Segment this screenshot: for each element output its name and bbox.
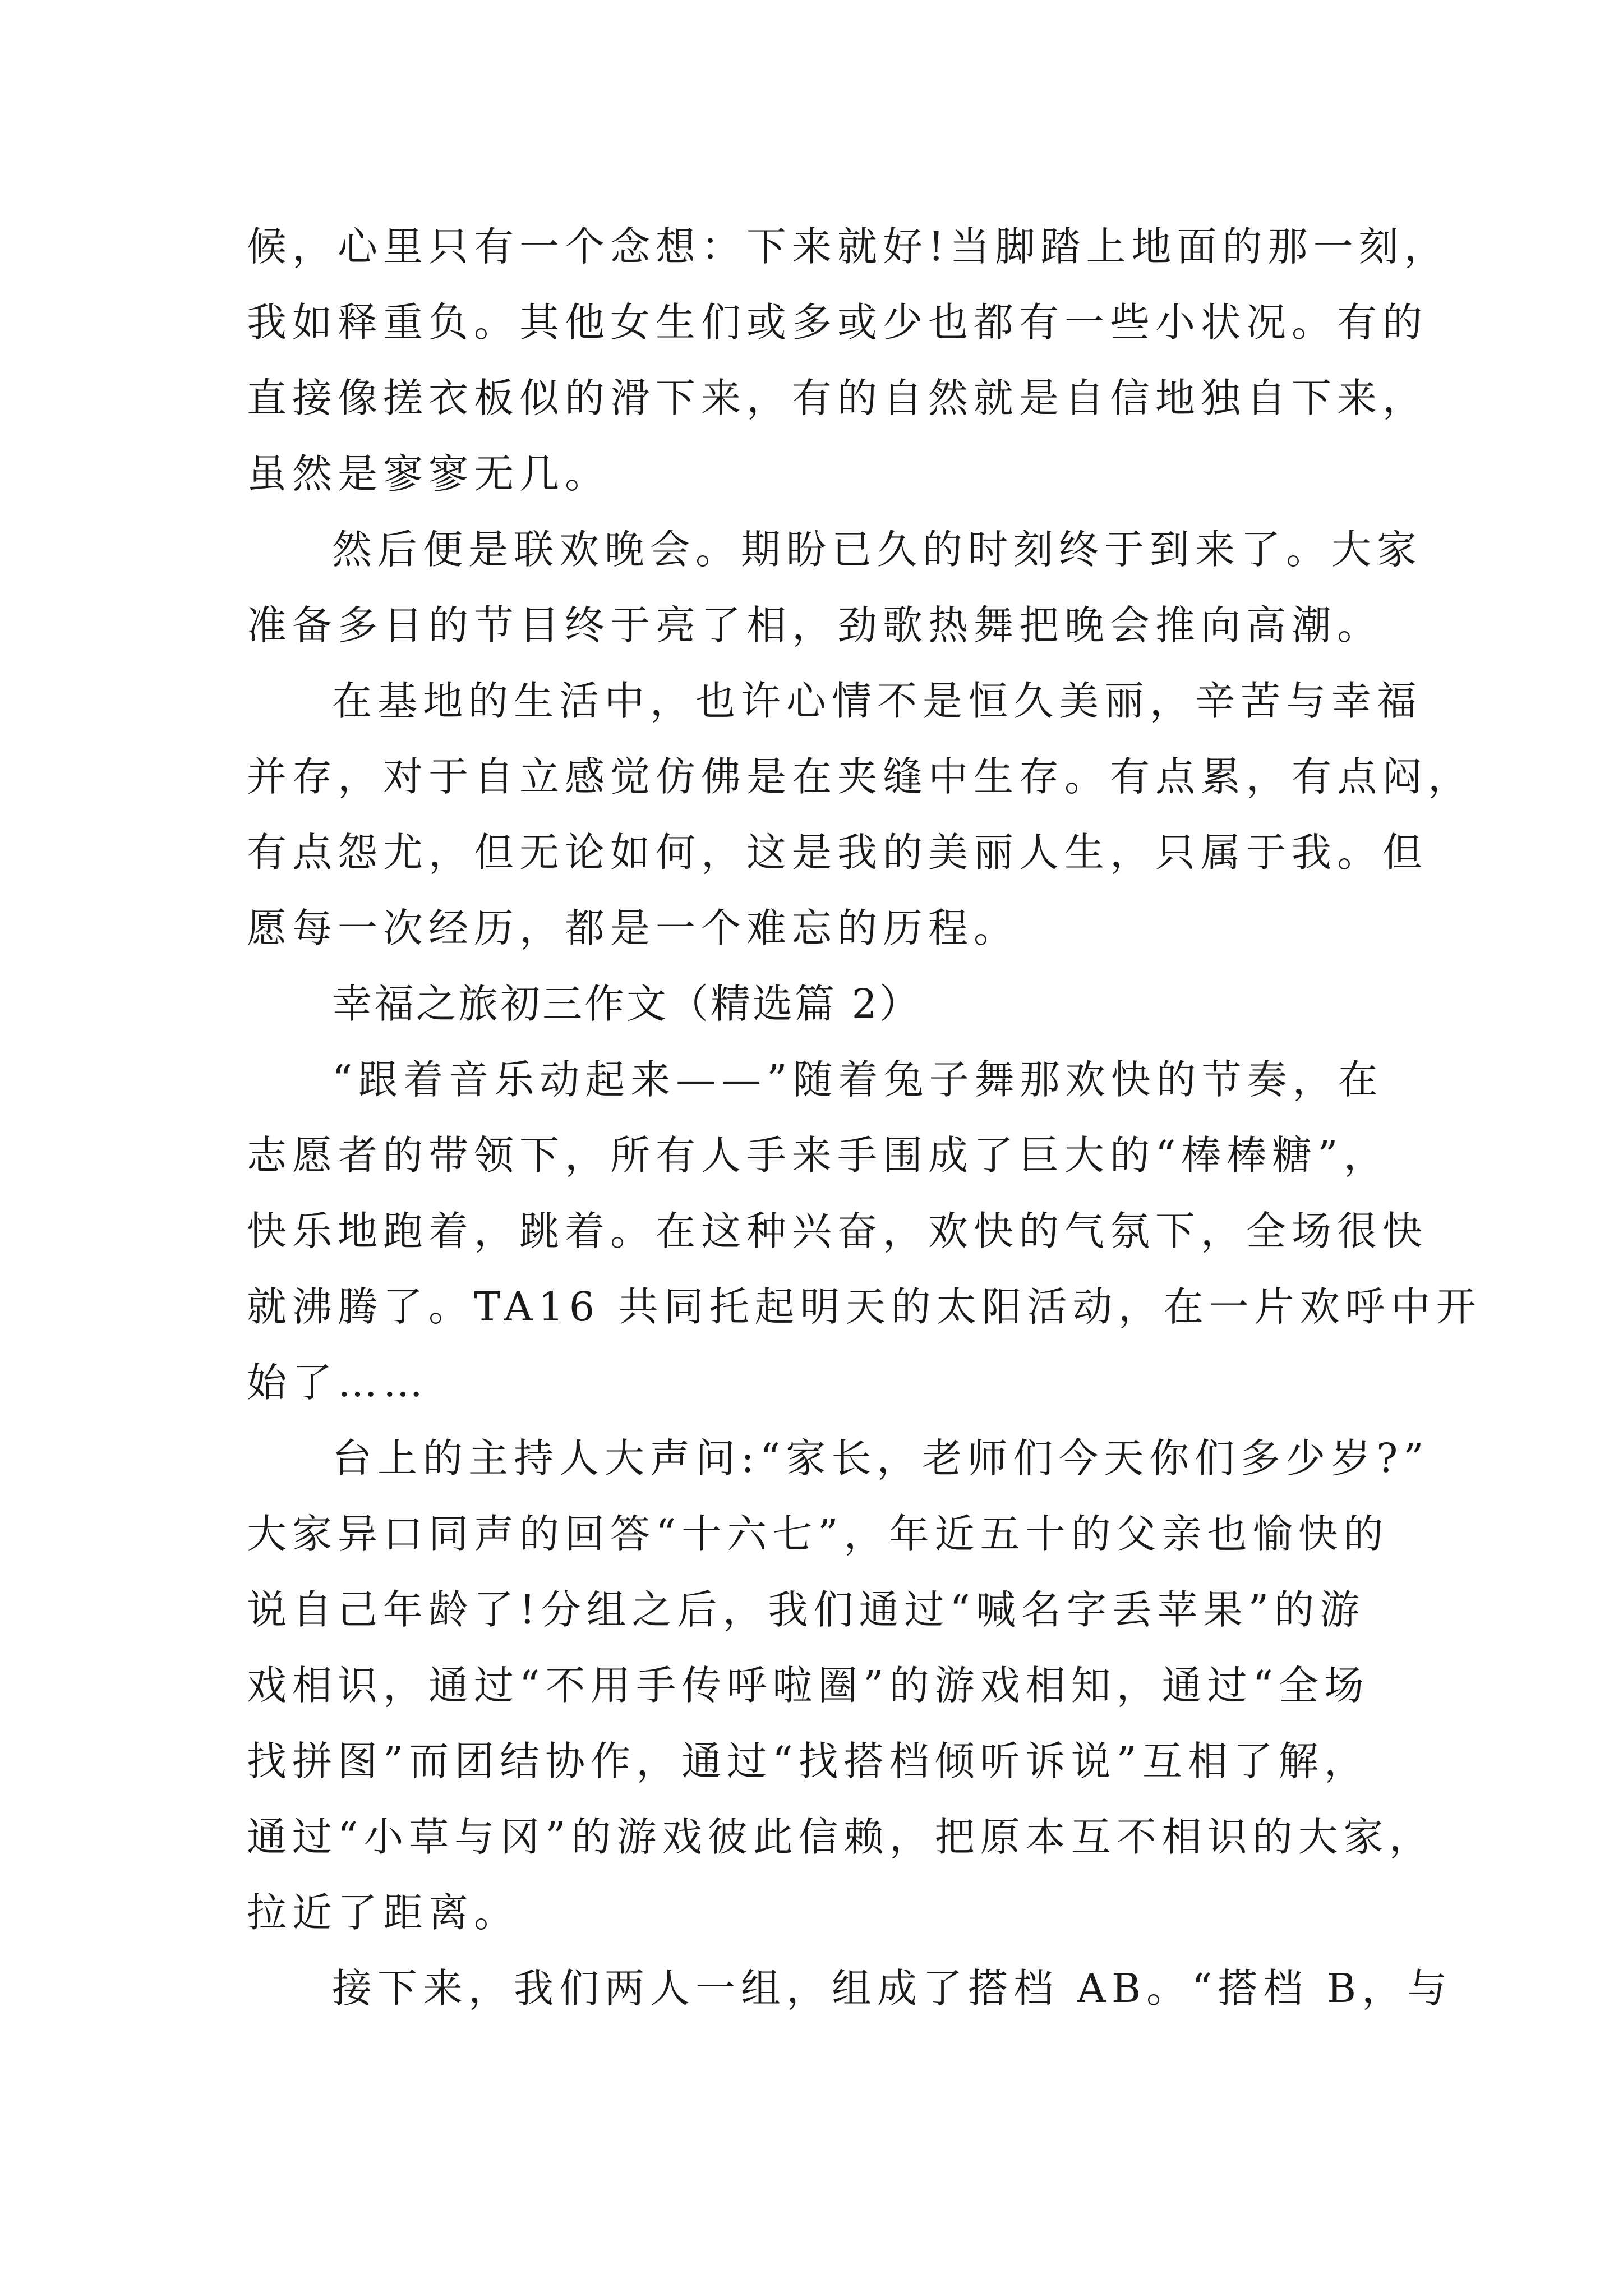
paragraph-first-line: 在基地的生活中，也许心情不是恒久美丽，辛苦与幸福 (332, 678, 1423, 724)
paragraph-first-line: “跟着音乐动起来——”随着兔子舞那欢快的节奏，在 (332, 1056, 1384, 1103)
text-line: 大家异口同声的回答“十六七”，年近五十的父亲也愉快的 (247, 1511, 1389, 1557)
text-line: 准备多日的节目终于亮了相，劲歌热舞把晚会推向高潮。 (247, 602, 1383, 648)
text-line: 我如释重负。其他女生们或多或少也都有一些小状况。有的 (247, 299, 1428, 346)
text-line: 并存，对于自立感觉仿佛是在夹缝中生存。有点累，有点闷， (247, 753, 1474, 800)
text-line: 始了…… (247, 1359, 429, 1406)
text-line: 通过“小草与冈”的游戏彼此信赖，把原本互不相识的大家， (247, 1814, 1435, 1860)
text-line: 找拼图”而团结协作，通过“找搭档倾听诉说”互相了解， (247, 1738, 1370, 1784)
text-line: 就沸腾了。TA16 共同托起明天的太阳活动，在一片欢呼中开 (247, 1283, 1482, 1330)
text-line: 快乐地跑着，跳着。在这种兴奋，欢快的气氛下，全场很快 (247, 1208, 1428, 1254)
text-line: 戏相识，通过“不用手传呼啦圈”的游戏相知，通过“全场 (247, 1662, 1370, 1709)
text-line: 志愿者的带领下，所有人手来手围成了巨大的“棒棒糖”， (247, 1132, 1389, 1179)
paragraph-first-line: 台上的主持人大声问:“家长，老师们今天你们多少岁?” (332, 1435, 1430, 1481)
section-heading: 幸福之旅初三作文（精选篇 2） (332, 981, 921, 1027)
text-line: 有点怨尤，但无论如何，这是我的美丽人生，只属于我。但 (247, 829, 1428, 876)
paragraph-first-line: 然后便是联欢晚会。期盼已久的时刻终于到来了。大家 (332, 526, 1423, 573)
text-line: 候，心里只有一个念想：下来就好!当脚踏上地面的那一刻， (247, 223, 1450, 270)
text-line: 虽然是寥寥无几。 (247, 450, 611, 497)
text-line: 直接像搓衣板似的滑下来，有的自然就是自信地独自下来， (247, 375, 1428, 421)
text-line: 说自己年龄了!分组之后，我们通过“喊名字丢苹果”的游 (247, 1586, 1366, 1633)
text-line: 愿每一次经历，都是一个难忘的历程。 (247, 905, 1020, 951)
paragraph-first-line: 接下来，我们两人一组，组成了搭档 AB。“搭档 B，与 (332, 1965, 1453, 2012)
text-line: 拉近了距离。 (247, 1889, 520, 1936)
